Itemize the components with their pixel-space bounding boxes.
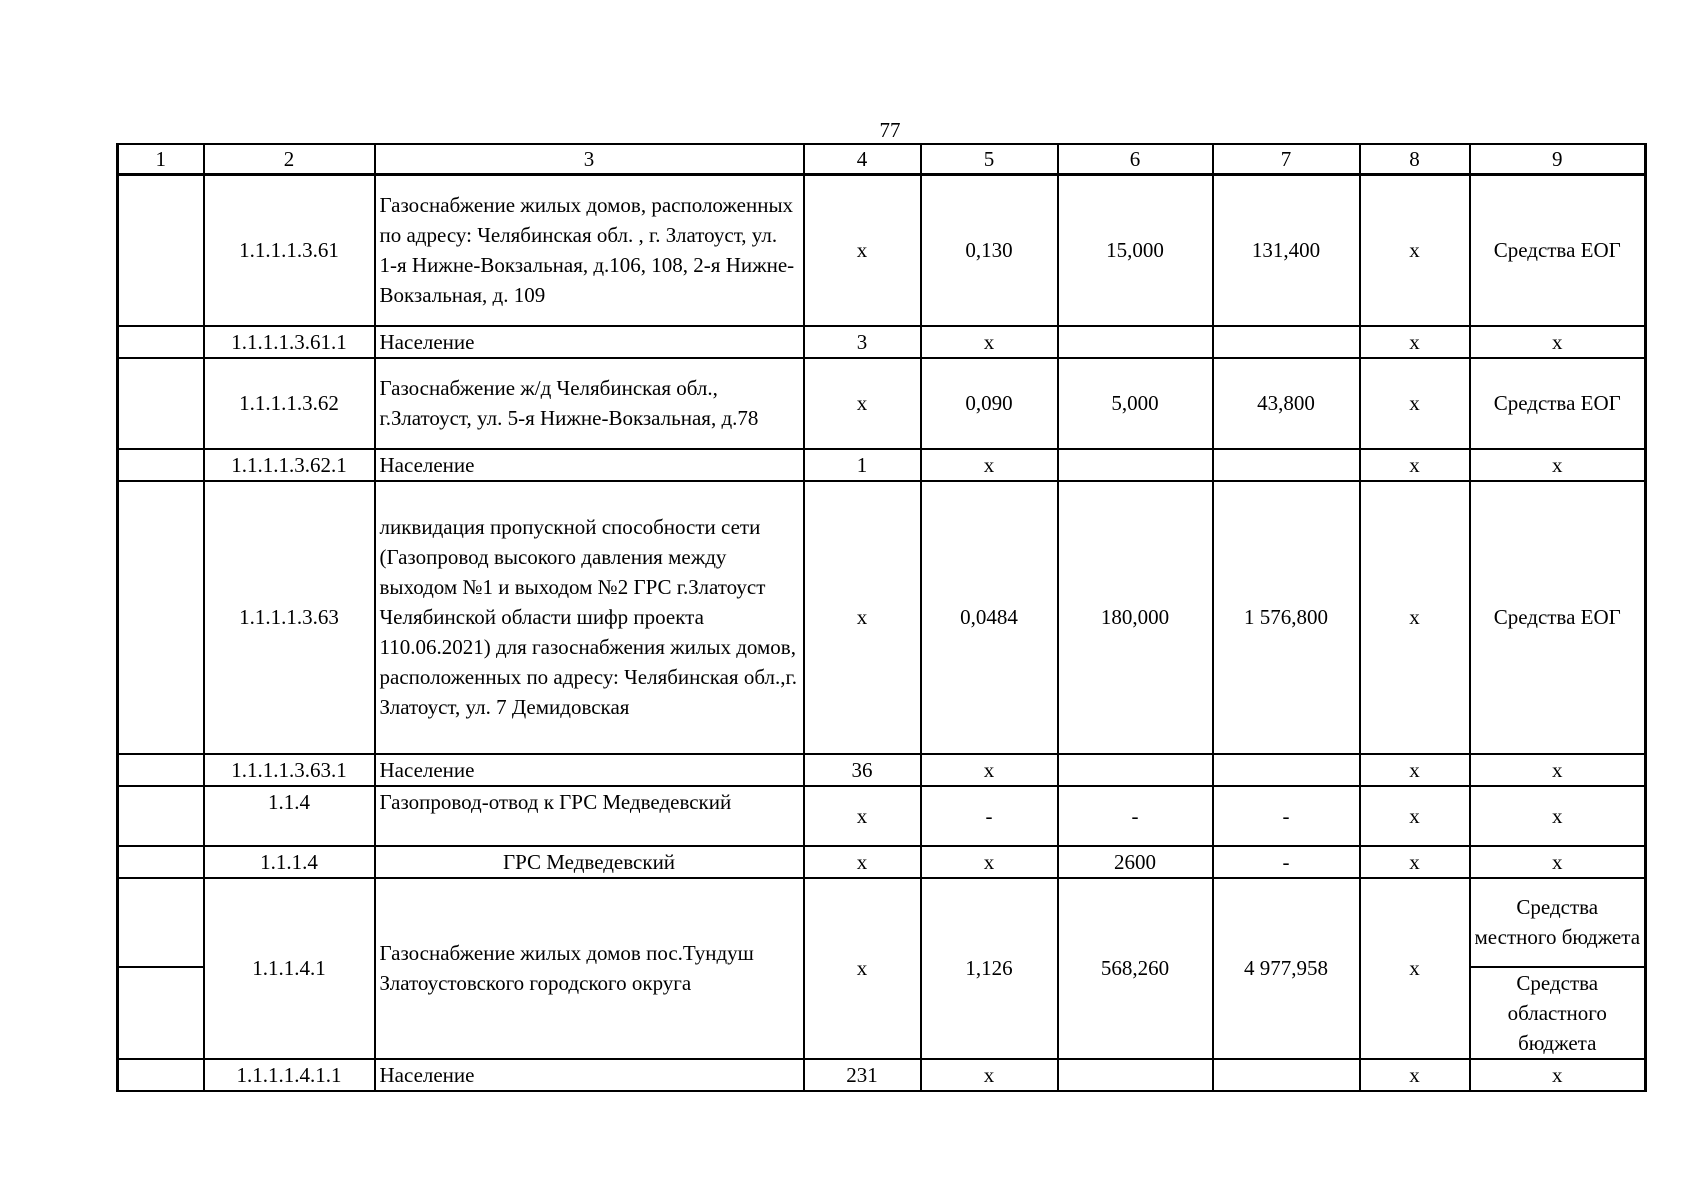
cell-col7: [1213, 449, 1360, 481]
cell-col8: х: [1360, 358, 1470, 449]
cell-name: Газоснабжение жилых домов, расположенных по адресу: Челябинская обл. , г. Златоуст, ул. 1-я Нижне-Вокзальная, д.106, 108, 2-я Нижне-Вокзальная, д. 109: [375, 175, 804, 326]
cell-col6: 5,000: [1058, 358, 1213, 449]
cell-empty: [118, 175, 204, 326]
cell-col9: Средства ЕОГ: [1470, 481, 1646, 754]
cell-name: Газоснабжение жилых домов пос.Тундуш Златоустовского городского округа: [375, 878, 804, 1059]
cell-col4: 231: [804, 1059, 921, 1091]
cell-empty: [118, 754, 204, 786]
cell-name: Газоснабжение ж/д Челябинская обл., г.Златоуст, ул. 5-я Нижне-Вокзальная, д.78: [375, 358, 804, 449]
cell-col6: 180,000: [1058, 481, 1213, 754]
cell-name: Население: [375, 326, 804, 358]
cell-col9: х: [1470, 846, 1646, 878]
cell-col9: х: [1470, 449, 1646, 481]
cell-col7: [1213, 326, 1360, 358]
cell-col8: х: [1360, 786, 1470, 846]
cell-code: 1.1.1.1.3.62: [204, 358, 375, 449]
cell-col5: х: [921, 754, 1058, 786]
cell-col8: х: [1360, 846, 1470, 878]
cell-col7: 43,800: [1213, 358, 1360, 449]
table-row: [118, 786, 1646, 846]
cell-name: ликвидация пропускной способности сети (Газопровод высокого давления между выходом №1 и выходом №2 ГРС г.Златоуст Челябинской области шифр проекта 110.06.2021) для газоснабжения жилых домов, расположенных по адресу: Челябинская обл.,г. Златоуст, ул. 7 Демидовская: [375, 481, 804, 754]
cell-col5: х: [921, 449, 1058, 481]
cell-col4: х: [804, 358, 921, 449]
column-number-row: [118, 144, 1646, 175]
cell-col8: х: [1360, 754, 1470, 786]
cell-col9: х: [1470, 326, 1646, 358]
column-header-6: 6: [1058, 144, 1213, 175]
cell-code: 1.1.1.1.3.61.1: [204, 326, 375, 358]
cell-col6: 15,000: [1058, 175, 1213, 326]
column-header-2: 2: [204, 144, 375, 175]
cell-col8: х: [1360, 1059, 1470, 1091]
cell-col8: х: [1360, 481, 1470, 754]
table-row: [118, 358, 1646, 449]
cell-code: 1.1.1.4.1: [204, 878, 375, 1059]
column-header-9: 9: [1470, 144, 1646, 175]
table-row: [118, 754, 1646, 786]
cell-col5: 0,090: [921, 358, 1058, 449]
cell-col4: 36: [804, 754, 921, 786]
column-header-4: 4: [804, 144, 921, 175]
cell-col4: х: [804, 786, 921, 846]
cell-col9: Средства ЕОГ: [1470, 358, 1646, 449]
cell-col4: х: [804, 878, 921, 1059]
cell-code: 1.1.1.1.3.62.1: [204, 449, 375, 481]
column-header-8: 8: [1360, 144, 1470, 175]
investment-program-table: [116, 143, 1647, 1092]
cell-col6: [1058, 1059, 1213, 1091]
cell-empty: [118, 878, 204, 967]
cell-col7: 1 576,800: [1213, 481, 1360, 754]
cell-col5: х: [921, 1059, 1058, 1091]
cell-col7: [1213, 754, 1360, 786]
table-row: [118, 449, 1646, 481]
cell-col5: 0,0484: [921, 481, 1058, 754]
cell-col5: 0,130: [921, 175, 1058, 326]
cell-empty: [118, 846, 204, 878]
cell-col4: х: [804, 846, 921, 878]
cell-col5: -: [921, 786, 1058, 846]
cell-col6: 568,260: [1058, 878, 1213, 1059]
cell-col4: х: [804, 175, 921, 326]
table-row: [118, 481, 1646, 754]
cell-empty: [118, 786, 204, 846]
cell-col9: х: [1470, 754, 1646, 786]
table-row: [118, 878, 1646, 967]
cell-code: 1.1.1.1.3.61: [204, 175, 375, 326]
cell-name: ГРС Медведевский: [375, 846, 804, 878]
cell-col7: 4 977,958: [1213, 878, 1360, 1059]
column-header-7: 7: [1213, 144, 1360, 175]
cell-col6: [1058, 754, 1213, 786]
cell-col6: -: [1058, 786, 1213, 846]
cell-name: Население: [375, 754, 804, 786]
cell-col5: х: [921, 846, 1058, 878]
cell-col5: х: [921, 326, 1058, 358]
cell-empty: [118, 967, 204, 1059]
cell-code: 1.1.1.4: [204, 846, 375, 878]
table-row: [118, 846, 1646, 878]
cell-col8: х: [1360, 175, 1470, 326]
table-row: [118, 1059, 1646, 1091]
cell-empty: [118, 1059, 204, 1091]
column-header-1: 1: [118, 144, 204, 175]
cell-col6: 2600: [1058, 846, 1213, 878]
cell-col4: х: [804, 481, 921, 754]
cell-code: 1.1.1.1.3.63: [204, 481, 375, 754]
cell-col9-local-budget: Средства местного бюджета: [1470, 878, 1646, 967]
cell-col7: 131,400: [1213, 175, 1360, 326]
cell-col8: х: [1360, 449, 1470, 481]
table-row: [118, 175, 1646, 326]
cell-col5: 1,126: [921, 878, 1058, 1059]
cell-name: Население: [375, 449, 804, 481]
cell-empty: [118, 449, 204, 481]
table-row: [118, 326, 1646, 358]
cell-empty: [118, 326, 204, 358]
cell-col7: -: [1213, 786, 1360, 846]
column-header-5: 5: [921, 144, 1058, 175]
cell-name: Население: [375, 1059, 804, 1091]
cell-empty: [118, 481, 204, 754]
cell-code: 1.1.4: [204, 786, 375, 846]
cell-col8: х: [1360, 326, 1470, 358]
cell-col7: -: [1213, 846, 1360, 878]
column-header-3: 3: [375, 144, 804, 175]
cell-col9: х: [1470, 1059, 1646, 1091]
cell-col7: [1213, 1059, 1360, 1091]
cell-col9: х: [1470, 786, 1646, 846]
cell-col9-regional-budget: Средства областного бюджета: [1470, 967, 1646, 1059]
cell-col4: 1: [804, 449, 921, 481]
cell-code: 1.1.1.1.4.1.1: [204, 1059, 375, 1091]
page-number: 77: [879, 118, 901, 142]
cell-name: Газопровод-отвод к ГРС Медведевский: [375, 786, 804, 846]
cell-empty: [118, 358, 204, 449]
cell-col8: х: [1360, 878, 1470, 1059]
cell-col6: [1058, 326, 1213, 358]
cell-col4: 3: [804, 326, 921, 358]
cell-col6: [1058, 449, 1213, 481]
cell-code: 1.1.1.1.3.63.1: [204, 754, 375, 786]
cell-col9: Средства ЕОГ: [1470, 175, 1646, 326]
